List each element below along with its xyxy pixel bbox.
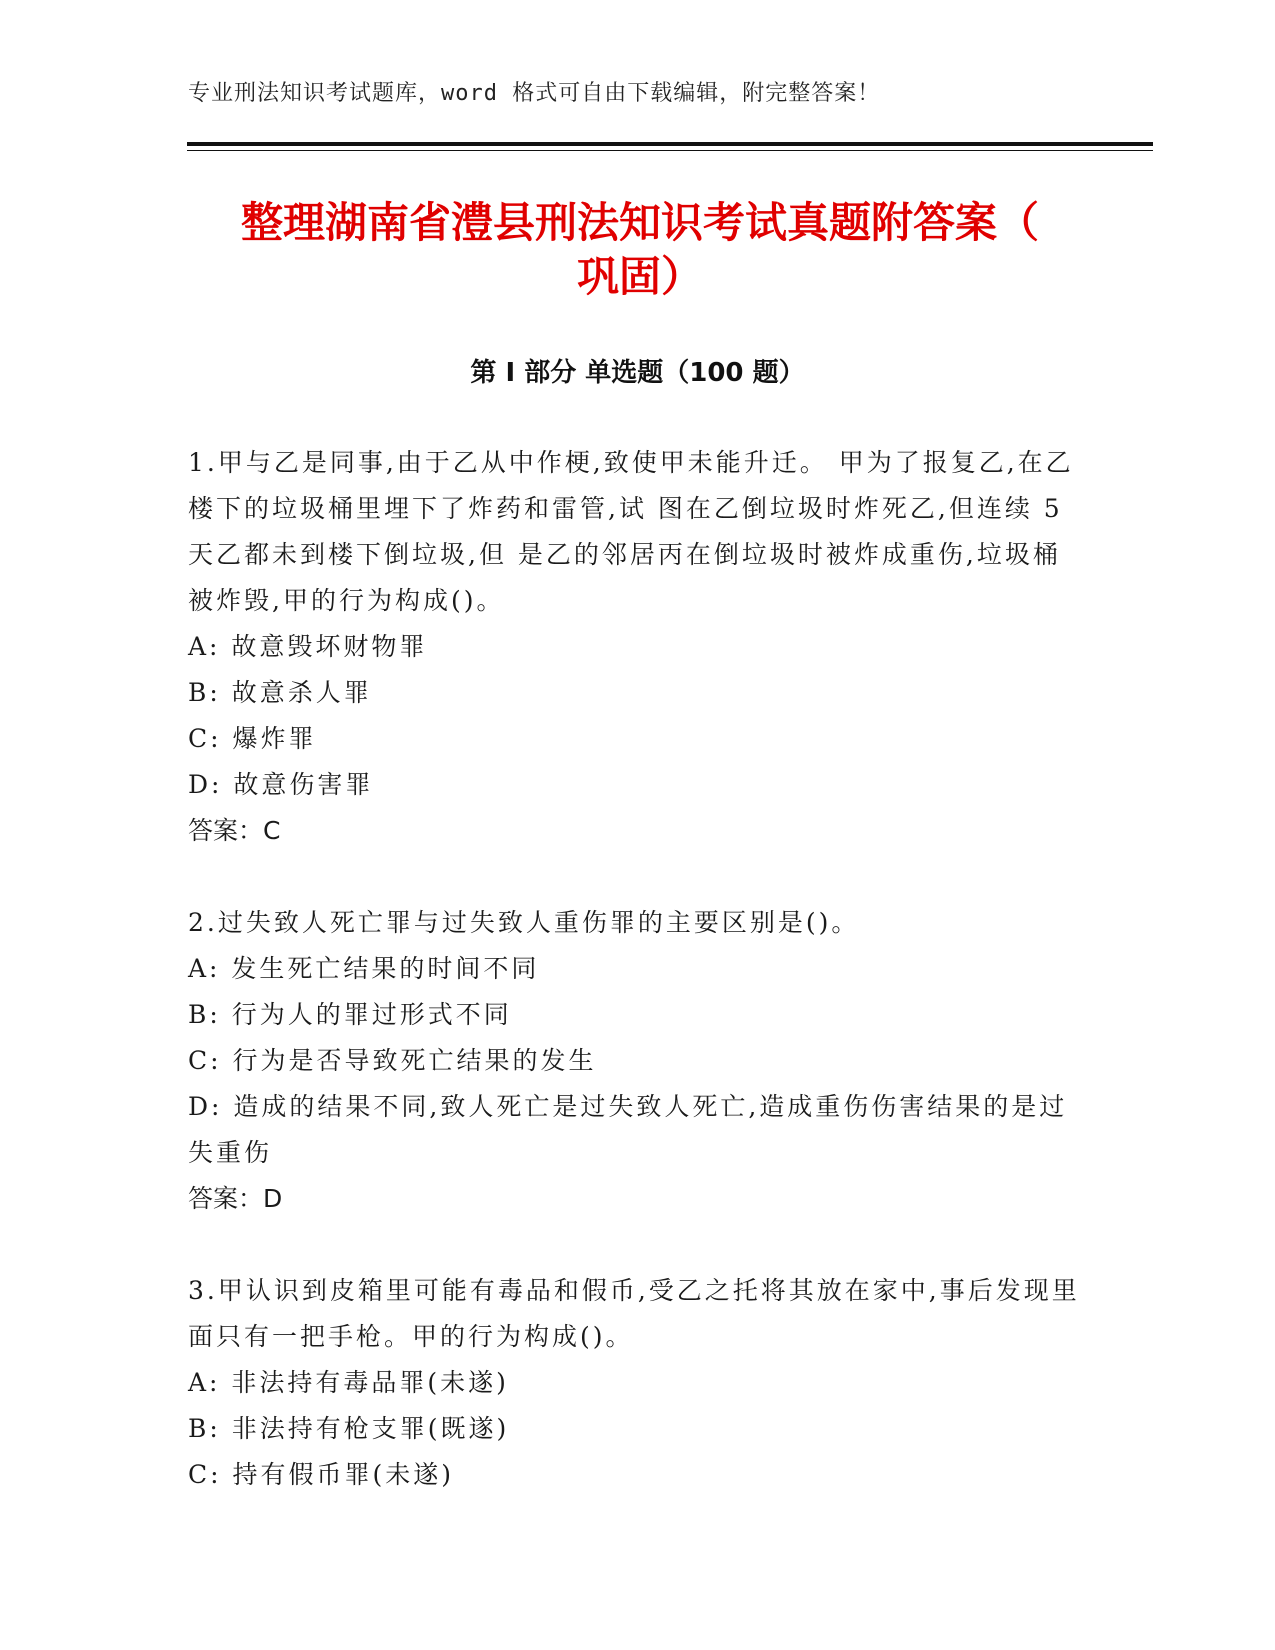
question-gap <box>188 854 1088 900</box>
question-stem: 2.过失致人死亡罪与过失致人重伤罪的主要区别是()。 <box>188 908 860 937</box>
option-d: D: 故意伤害罪 <box>188 770 374 799</box>
question-stem: 1.甲与乙是同事,由于乙从中作梗,致使甲未能升迁。 甲为了报复乙,在乙楼下的垃圾桶里埋下了炸药和雷管,试 图在乙倒垃圾时炸死乙,但连续 5 天乙都未到楼下倒垃圾,但 是乙的邻居丙在倒垃圾时被炸成重伤,垃圾桶被炸毁,甲的行为构成()。 <box>188 448 1074 615</box>
question-list <box>188 440 1088 1498</box>
option-c: C: 行为是否导致死亡结果的发生 <box>188 1046 597 1075</box>
title-line-1: 整理湖南省澧县刑法知识考试真题附答案（ <box>240 198 1039 247</box>
option-c: C: 持有假币罪(未遂) <box>188 1460 455 1489</box>
option-d: D: 造成的结果不同,致人死亡是过失致人死亡,造成重伤伤害结果的是过失重伤 <box>188 1092 1068 1167</box>
question-stem: 3.甲认识到皮箱里可能有毒品和假币,受乙之托将其放在家中,事后发现里面只有一把手枪。甲的行为构成()。 <box>188 1276 1080 1351</box>
header-rule-thick <box>187 142 1153 146</box>
option-b: B: 故意杀人罪 <box>188 678 372 707</box>
option-b: B: 非法持有枪支罪(既遂) <box>188 1414 510 1443</box>
option-a: A: 非法持有毒品罪(未遂) <box>188 1368 509 1397</box>
question-2 <box>188 900 1088 1222</box>
header-note: 专业刑法知识考试题库，word 格式可自由下载编辑，附完整答案！ <box>188 81 881 106</box>
option-c: C: 爆炸罪 <box>188 724 317 753</box>
option-a: A: 故意毁坏财物罪 <box>188 632 428 661</box>
document-title <box>180 196 1100 304</box>
header-rule-thin <box>187 150 1153 151</box>
question-3 <box>188 1268 1088 1498</box>
answer: 答案：C <box>188 816 281 845</box>
answer: 答案：D <box>188 1184 283 1213</box>
question-gap <box>188 1222 1088 1268</box>
title-line-2: 巩固） <box>576 252 703 301</box>
section-title: 第 I 部分 单选题（100 题） <box>470 358 805 388</box>
option-b: B: 行为人的罪过形式不同 <box>188 1000 512 1029</box>
option-a: A: 发生死亡结果的时间不同 <box>188 954 540 983</box>
question-1 <box>188 440 1088 854</box>
